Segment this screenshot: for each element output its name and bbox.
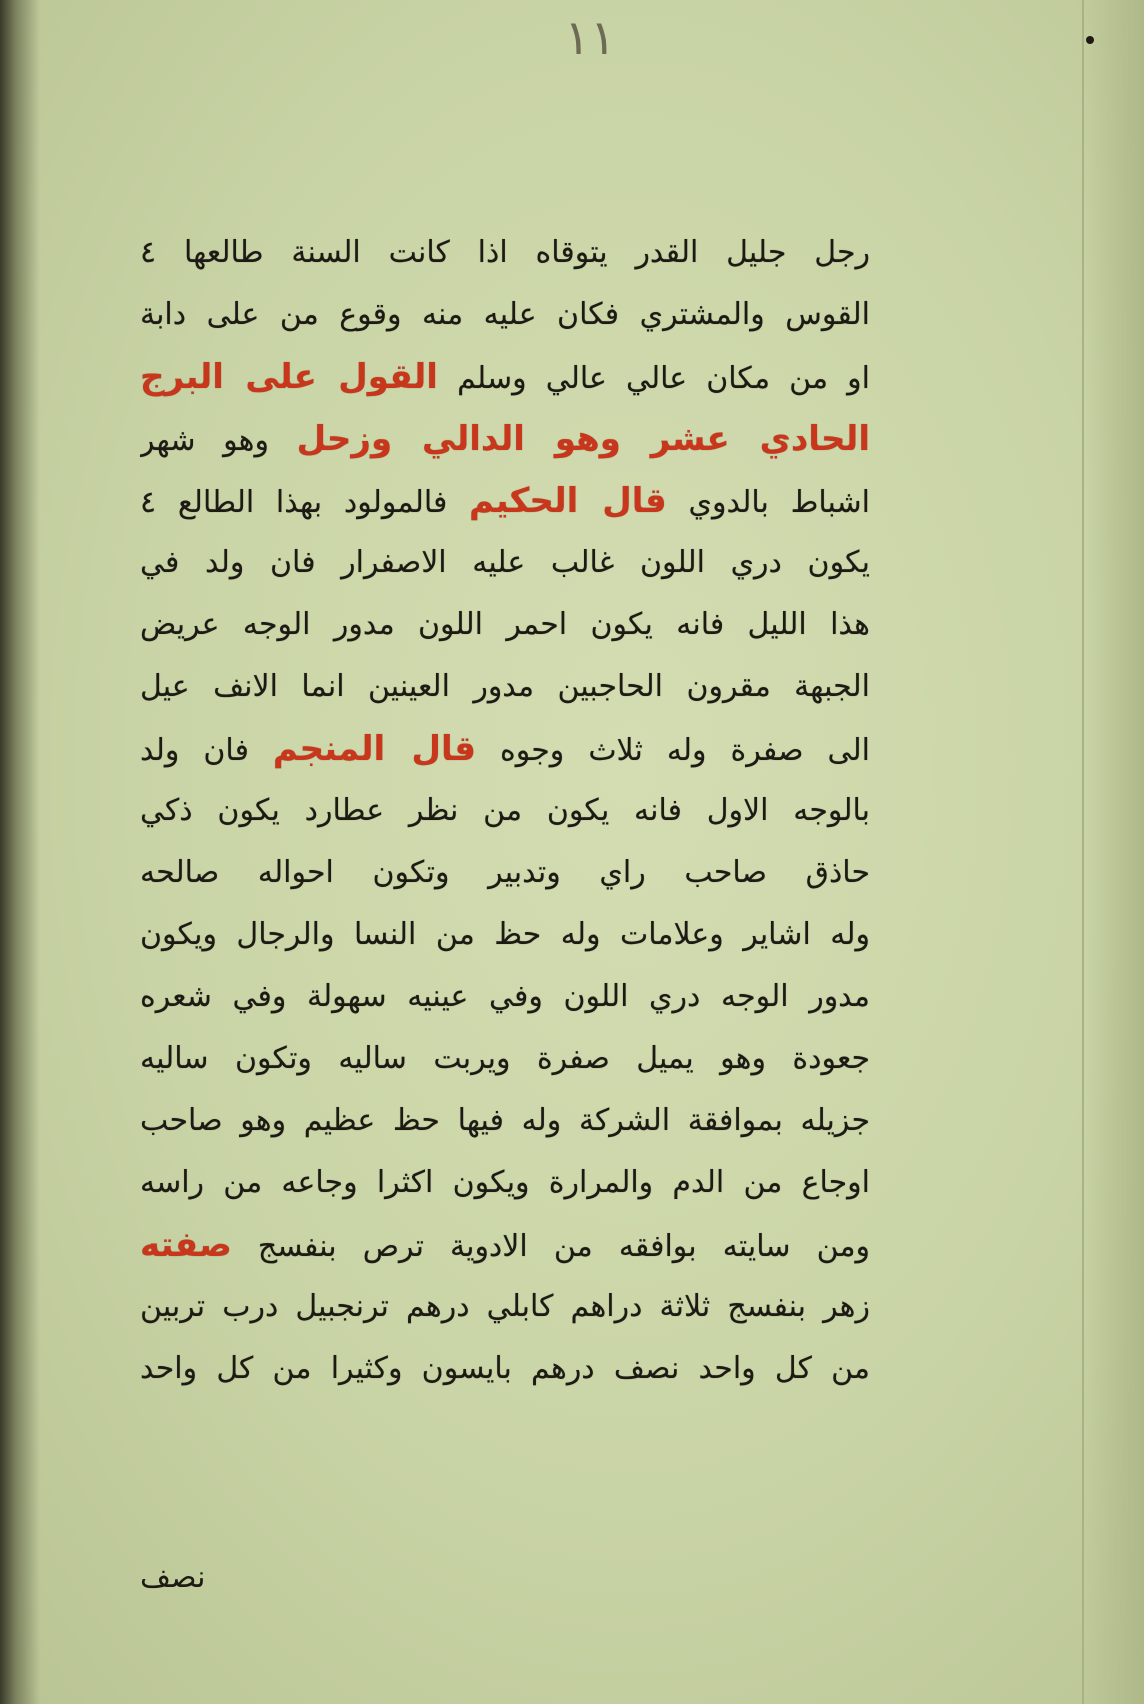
text-line [140, 470, 870, 532]
text-line [140, 966, 870, 1028]
text-segment: اوجاع من الدم والمرارة ويكون اكثرا وجاعه من راسه [140, 1165, 870, 1200]
text-line [140, 1090, 870, 1152]
text-segment: وله اشاير وعلامات وله حظ من النسا والرجال ويكون [140, 917, 870, 952]
text-segment: هذا الليل فانه يكون احمر اللون مدور الوجه عريض [140, 607, 870, 642]
ink-speck [1086, 36, 1094, 44]
text-line [140, 346, 870, 408]
text-line [140, 780, 870, 842]
text-segment: يكون دري اللون غالب عليه الاصفرار فان ولد في [140, 545, 870, 580]
text-line [140, 408, 870, 470]
text-segment: زهر بنفسج ثلاثة دراهم كابلي درهم ترنجبيل درب تربين [140, 1289, 870, 1324]
text-line [140, 1028, 870, 1090]
rubric-heading: القول على البرج [140, 357, 438, 397]
text-line [140, 842, 870, 904]
text-segment: جزيله بموافقة الشركة وله فيها حظ عظيم وهو صاحب [140, 1103, 870, 1138]
text-segment: مدور الوجه دري اللون وفي عينيه سهولة وفي شعره [140, 979, 870, 1014]
rubric-heading: قال الحكيم [469, 481, 667, 521]
text-line [140, 594, 870, 656]
text-segment: او من مكان عالي عالي وسلم [437, 361, 870, 396]
text-line [140, 1276, 870, 1338]
binding-gutter [0, 0, 40, 1704]
text-line [140, 1214, 870, 1276]
text-segment: الجبهة مقرون الحاجبين مدور العينين انما الانف عيل [140, 669, 870, 704]
text-segment: من كل واحد نصف درهم بايسون وكثيرا من كل واحد [140, 1351, 870, 1386]
page-fold-line [1082, 0, 1084, 1704]
text-segment: الى صفرة وله ثلاث وجوه [476, 733, 870, 768]
text-segment: فان ولد [140, 733, 273, 768]
manuscript-text-block [140, 222, 870, 1400]
text-segment: حاذق صاحب راي وتدبير وتكون احواله صالحه [140, 855, 870, 890]
text-segment: بالوجه الاول فانه يكون من نظر عطارد يكون ذكي [140, 793, 870, 828]
rubric-heading: صفته [140, 1225, 232, 1265]
text-segment: رجل جليل القدر يتوقاه اذا كانت السنة طالعها ٤ [140, 235, 870, 270]
rubric-heading: قال المنجم [272, 729, 477, 769]
text-line [140, 222, 870, 284]
text-line [140, 1152, 870, 1214]
text-segment: اشباط بالدوي [666, 485, 870, 520]
rubric-heading: الحادي عشر وهو الدالي وزحل [296, 419, 870, 459]
text-line [140, 718, 870, 780]
text-line [140, 656, 870, 718]
text-segment: جعودة وهو يميل صفرة ويربت ساليه وتكون ساليه [140, 1041, 870, 1076]
text-segment: ومن سايته بوافقه من الادوية ترص بنفسج [231, 1229, 870, 1264]
text-segment: فالمولود بهذا الطالع ٤ [140, 485, 470, 520]
folio-number: ١١ [564, 10, 616, 66]
page-edge-shading [1084, 0, 1144, 1704]
text-line [140, 1338, 870, 1400]
catchword: نصف [140, 1560, 206, 1595]
text-line [140, 532, 870, 594]
text-line [140, 284, 870, 346]
text-segment: وهو شهر [140, 423, 297, 458]
text-segment: القوس والمشتري فكان عليه منه وقوع من على دابة [140, 297, 870, 332]
text-line [140, 904, 870, 966]
